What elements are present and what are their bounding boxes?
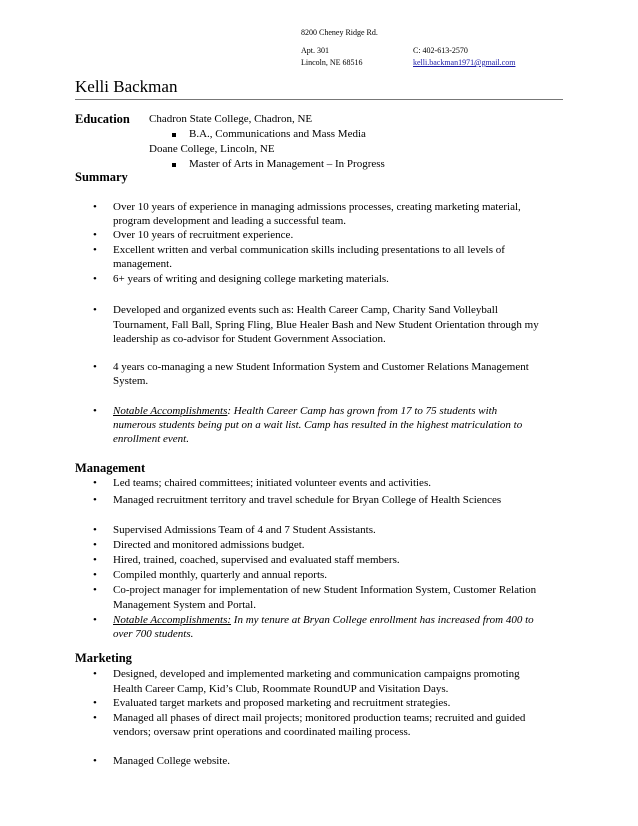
bullet-icon: • xyxy=(93,524,97,536)
summary-bullet-7-line-2: numerous students being put on a wait list. Camp has resulted in the highest matriculation to xyxy=(113,419,523,431)
bullet-icon: • xyxy=(93,304,97,316)
notable-accomplishments-label: Notable Accomplishments: xyxy=(113,614,232,626)
bullet-icon: • xyxy=(93,201,97,213)
bullet-icon: • xyxy=(93,569,97,581)
marketing-bullet-2: Evaluated target markets and proposed marketing and recruitment strategies. xyxy=(113,697,451,709)
education-degree-1: B.A., Communications and Mass Media xyxy=(189,128,366,140)
email-link[interactable]: kelli.backman1971@gmail.com xyxy=(413,58,516,67)
education-school-2: Doane College, Lincoln, NE xyxy=(149,143,275,155)
bullet-icon: • xyxy=(93,477,97,489)
summary-bullet-1-line-1: Over 10 years of experience in managing admissions processes, creating marketing material, xyxy=(113,201,521,213)
bullet-icon: • xyxy=(93,494,97,506)
summary-bullet-5-line-2: Tournament, Fall Ball, Spring Fling, Blue Healer Bash and New Student Orientation through my xyxy=(113,319,539,331)
summary-bullet-7-line-1 xyxy=(113,404,497,419)
square-bullet-icon xyxy=(172,163,176,167)
summary-bullet-5-line-1: Developed and organized events such as: Health Career Camp, Charity Sand Volleyball xyxy=(113,304,498,316)
management-bullet-7-line-1: Co-project manager for implementation of new Student Information System, Customer Relation xyxy=(113,584,537,596)
management-bullet-3: Supervised Admissions Team of 4 and 7 Student Assistants. xyxy=(113,524,376,536)
phone-number: C: 402-613-2570 xyxy=(413,46,468,55)
management-bullet-4: Directed and monitored admissions budget. xyxy=(113,539,305,551)
management-bullet-8-line-1 xyxy=(113,613,534,628)
bullet-icon: • xyxy=(93,755,97,767)
marketing-bullet-1-line-1: Designed, developed and implemented marketing and communication campaigns promoting xyxy=(113,668,520,680)
summary-bullet-7-text: : Health Career Camp has grown from 17 to 75 students with xyxy=(227,405,498,417)
bullet-icon: • xyxy=(93,584,97,596)
header-divider xyxy=(75,99,563,100)
summary-bullet-3-line-2: management. xyxy=(113,258,172,270)
square-bullet-icon xyxy=(172,133,176,137)
summary-bullet-2: Over 10 years of recruitment experience. xyxy=(113,229,294,241)
marketing-bullet-3-line-1: Managed all phases of direct mail projects; monitored production teams; recruited and guided xyxy=(113,712,526,724)
bullet-icon: • xyxy=(93,554,97,566)
management-bullet-8-text: In my tenure at Bryan College enrollment has increased from 400 to xyxy=(231,614,534,626)
summary-bullet-7-line-3: enrollment event. xyxy=(113,433,189,445)
education-school-1: Chadron State College, Chadron, NE xyxy=(149,113,313,125)
summary-bullet-6-line-2: System. xyxy=(113,375,149,387)
summary-bullet-6-line-1: 4 years co-managing a new Student Information System and Customer Relations Management xyxy=(113,361,529,373)
management-bullet-6: Compiled monthly, quarterly and annual reports. xyxy=(113,569,328,581)
management-bullet-2: Managed recruitment territory and travel schedule for Bryan College of Health Sciences xyxy=(113,494,502,506)
bullet-icon: • xyxy=(93,361,97,373)
summary-bullet-3-line-1: Excellent written and verbal communication skills including presentations to all levels of xyxy=(113,244,505,256)
marketing-bullet-4: Managed College website. xyxy=(113,755,230,767)
address-street: 8200 Cheney Ridge Rd. xyxy=(301,28,378,37)
bullet-icon: • xyxy=(93,229,97,241)
bullet-icon: • xyxy=(93,273,97,285)
summary-bullet-4: 6+ years of writing and designing college marketing materials. xyxy=(113,273,389,285)
summary-bullet-5-line-3: leadership as co-advisor for Student Government Association. xyxy=(113,333,386,345)
marketing-bullet-3-line-2: vendors; oversaw print operations and coordinated mailing process. xyxy=(113,726,411,738)
management-bullet-1: Led teams; chaired committees; initiated volunteer events and activities. xyxy=(113,477,431,489)
bullet-icon: • xyxy=(93,614,97,626)
address-apt: Apt. 301 xyxy=(301,46,329,55)
marketing-heading: Marketing xyxy=(75,651,132,665)
education-heading: Education xyxy=(75,112,130,126)
management-bullet-5: Hired, trained, coached, supervised and evaluated staff members. xyxy=(113,554,400,566)
summary-heading: Summary xyxy=(75,170,128,184)
management-bullet-7-line-2: Management System and Portal. xyxy=(113,599,256,611)
summary-bullet-1-line-2: program development and leading a successful team. xyxy=(113,215,347,227)
management-bullet-8-line-2: over 700 students. xyxy=(113,628,194,640)
bullet-icon: • xyxy=(93,697,97,709)
management-heading: Management xyxy=(75,461,146,475)
address-city: Lincoln, NE 68516 xyxy=(301,58,363,67)
marketing-bullet-1-line-2: Health Career Camp, Kid’s Club, Roommate RoundUP and Visitation Days. xyxy=(113,683,449,695)
resume-name: Kelli Backman xyxy=(75,77,178,96)
bullet-icon: • xyxy=(93,244,97,256)
bullet-icon: • xyxy=(93,668,97,680)
notable-accomplishments-label: Notable Accomplishments xyxy=(113,405,228,417)
bullet-icon: • xyxy=(93,539,97,551)
bullet-icon: • xyxy=(93,405,97,417)
education-degree-2: Master of Arts in Management – In Progress xyxy=(189,158,385,170)
bullet-icon: • xyxy=(93,712,97,724)
